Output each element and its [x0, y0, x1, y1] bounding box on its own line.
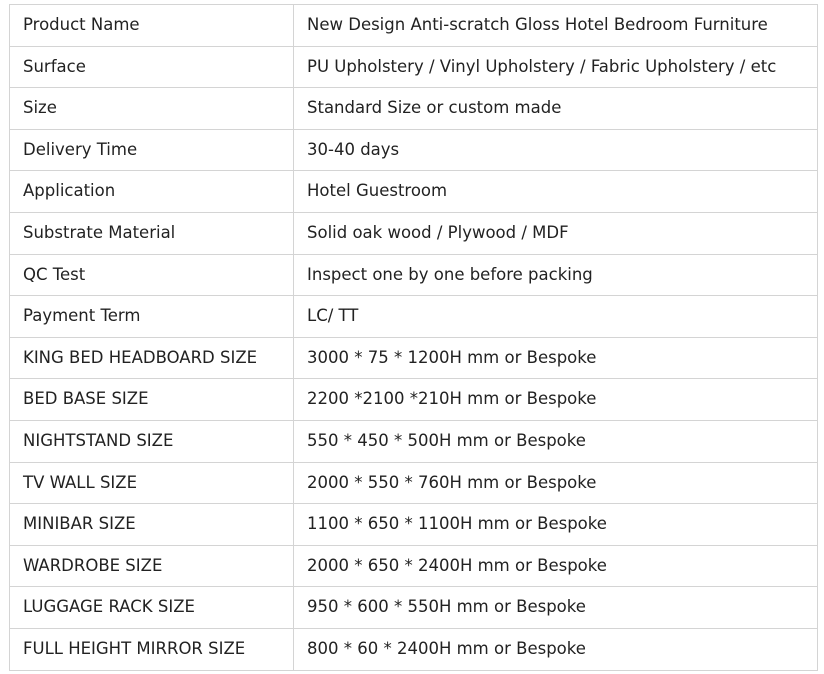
product-spec-table	[9, 4, 818, 671]
spec-row-full-height-mirror-size	[10, 628, 818, 670]
spec-row-qc-test	[10, 254, 818, 296]
spec-label: NIGHTSTAND SIZE	[10, 420, 294, 462]
spec-label: BED BASE SIZE	[10, 379, 294, 421]
spec-label: Size	[10, 88, 294, 130]
spec-label: TV WALL SIZE	[10, 462, 294, 504]
spec-row-product-name	[10, 5, 818, 47]
spec-row-minibar-size	[10, 504, 818, 546]
spec-value: 2000 * 650 * 2400H mm or Bespoke	[294, 545, 818, 587]
spec-label: MINIBAR SIZE	[10, 504, 294, 546]
spec-row-bed-base-size	[10, 379, 818, 421]
spec-row-surface	[10, 46, 818, 88]
spec-row-tv-wall-size	[10, 462, 818, 504]
spec-value: 3000 * 75 * 1200H mm or Bespoke	[294, 337, 818, 379]
spec-value: LC/ TT	[294, 296, 818, 338]
spec-row-delivery-time	[10, 129, 818, 171]
spec-row-substrate-material	[10, 212, 818, 254]
spec-row-luggage-rack-size	[10, 587, 818, 629]
spec-label: FULL HEIGHT MIRROR SIZE	[10, 628, 294, 670]
spec-row-payment-term	[10, 296, 818, 338]
spec-value: 800 * 60 * 2400H mm or Bespoke	[294, 628, 818, 670]
spec-label: Substrate Material	[10, 212, 294, 254]
spec-label: Application	[10, 171, 294, 213]
spec-value: Hotel Guestroom	[294, 171, 818, 213]
spec-label: Product Name	[10, 5, 294, 47]
spec-value: PU Upholstery / Vinyl Upholstery / Fabric Upholstery / etc	[294, 46, 818, 88]
spec-label: QC Test	[10, 254, 294, 296]
spec-label: Delivery Time	[10, 129, 294, 171]
spec-row-king-bed-headboard-size	[10, 337, 818, 379]
spec-value: 550 * 450 * 500H mm or Bespoke	[294, 420, 818, 462]
spec-value: New Design Anti-scratch Gloss Hotel Bedroom Furniture	[294, 5, 818, 47]
spec-label: WARDROBE SIZE	[10, 545, 294, 587]
spec-value: 950 * 600 * 550H mm or Bespoke	[294, 587, 818, 629]
spec-value: 1100 * 650 * 1100H mm or Bespoke	[294, 504, 818, 546]
spec-value: Inspect one by one before packing	[294, 254, 818, 296]
spec-row-application	[10, 171, 818, 213]
spec-row-wardrobe-size	[10, 545, 818, 587]
spec-value: Standard Size or custom made	[294, 88, 818, 130]
spec-row-size	[10, 88, 818, 130]
spec-label: Payment Term	[10, 296, 294, 338]
spec-value: 30-40 days	[294, 129, 818, 171]
spec-value: Solid oak wood / Plywood / MDF	[294, 212, 818, 254]
spec-label: KING BED HEADBOARD SIZE	[10, 337, 294, 379]
spec-label: Surface	[10, 46, 294, 88]
spec-label: LUGGAGE RACK SIZE	[10, 587, 294, 629]
spec-row-nightstand-size	[10, 420, 818, 462]
spec-value: 2200 *2100 *210H mm or Bespoke	[294, 379, 818, 421]
spec-value: 2000 * 550 * 760H mm or Bespoke	[294, 462, 818, 504]
